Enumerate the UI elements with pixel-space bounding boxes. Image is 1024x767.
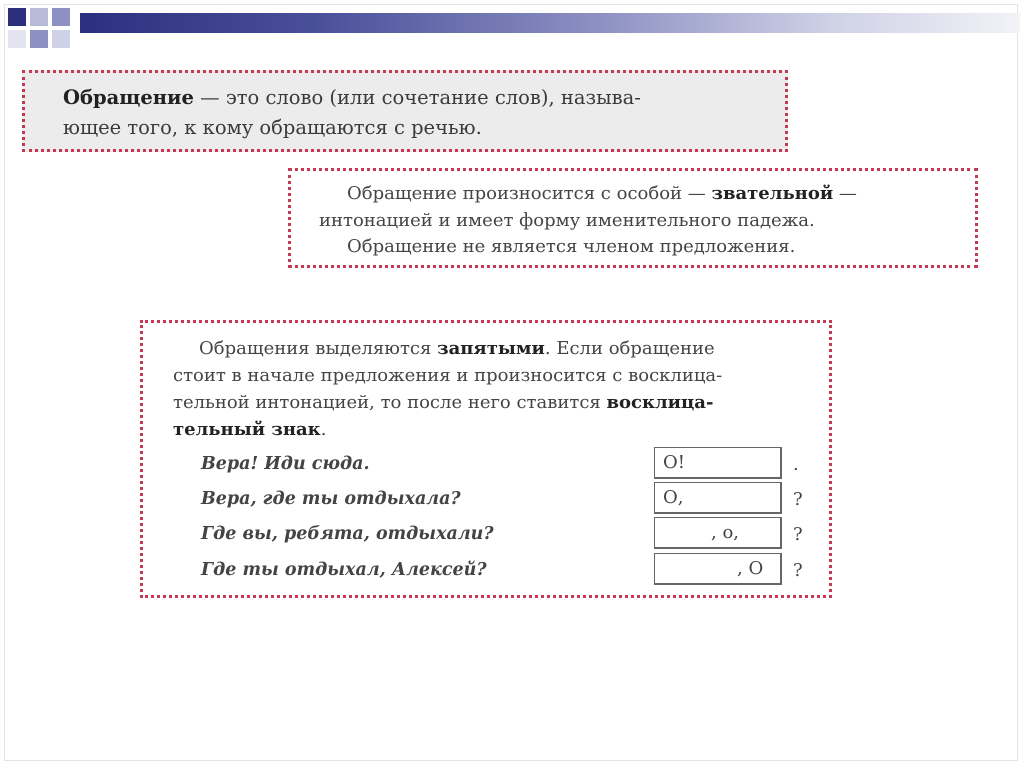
example-row xyxy=(201,447,799,481)
scheme-text: , о, xyxy=(711,522,740,543)
decor-square xyxy=(52,30,70,48)
decor-square xyxy=(8,30,26,48)
definition-box xyxy=(22,70,788,152)
scheme-box xyxy=(654,553,782,585)
scheme-end-mark: ? xyxy=(793,489,803,510)
decor-square xyxy=(52,8,70,26)
scheme-end-mark: ? xyxy=(793,560,803,581)
intonation-line-1: Обращение произносится с особой — звательной — xyxy=(347,183,857,204)
definition-term: Обращение xyxy=(63,86,194,109)
example-row xyxy=(201,482,803,516)
definition-line-2: ющее того, к кому обращаются с речью. xyxy=(63,116,482,139)
intonation-line-2: интонацией и имеет форму именительного падежа. xyxy=(319,209,815,231)
scheme-text: , О xyxy=(737,558,764,579)
scheme-end-mark: . xyxy=(793,454,799,475)
example-sentence: Вера! Иди сюда. xyxy=(201,454,370,474)
intonation-line-3: Обращение не является членом предложения. xyxy=(347,236,796,257)
punctuation-line-4: тельный знак. xyxy=(173,419,327,440)
example-row xyxy=(201,517,803,551)
scheme-text: О, xyxy=(663,487,684,508)
example-sentence: Вера, где ты отдыхала? xyxy=(201,489,461,509)
punctuation-line-1: Обращения выделяются запятыми. Если обращение xyxy=(199,338,715,359)
example-row xyxy=(201,553,803,587)
scheme-box xyxy=(654,482,782,514)
punctuation-box xyxy=(140,320,832,598)
example-sentence: Где ты отдыхал, Алексей? xyxy=(201,560,487,580)
punctuation-line-3: тельной интонацией, то после него ставится восклица- xyxy=(173,392,714,413)
header-gradient-bar xyxy=(80,13,1020,33)
scheme-box xyxy=(654,447,782,479)
example-sentence: Где вы, ребята, отдыхали? xyxy=(201,524,494,544)
decor-square xyxy=(8,8,26,26)
scheme-text: О! xyxy=(663,452,685,473)
scheme-end-mark: ? xyxy=(793,524,803,545)
decor-square xyxy=(30,30,48,48)
intonation-box xyxy=(288,168,978,268)
punctuation-line-2: стоит в начале предложения и произносится с восклица- xyxy=(173,365,723,386)
definition-line-1: Обращение — это слово (или сочетание слов), называ- xyxy=(63,86,641,109)
decor-square xyxy=(30,8,48,26)
scheme-box xyxy=(654,517,782,549)
